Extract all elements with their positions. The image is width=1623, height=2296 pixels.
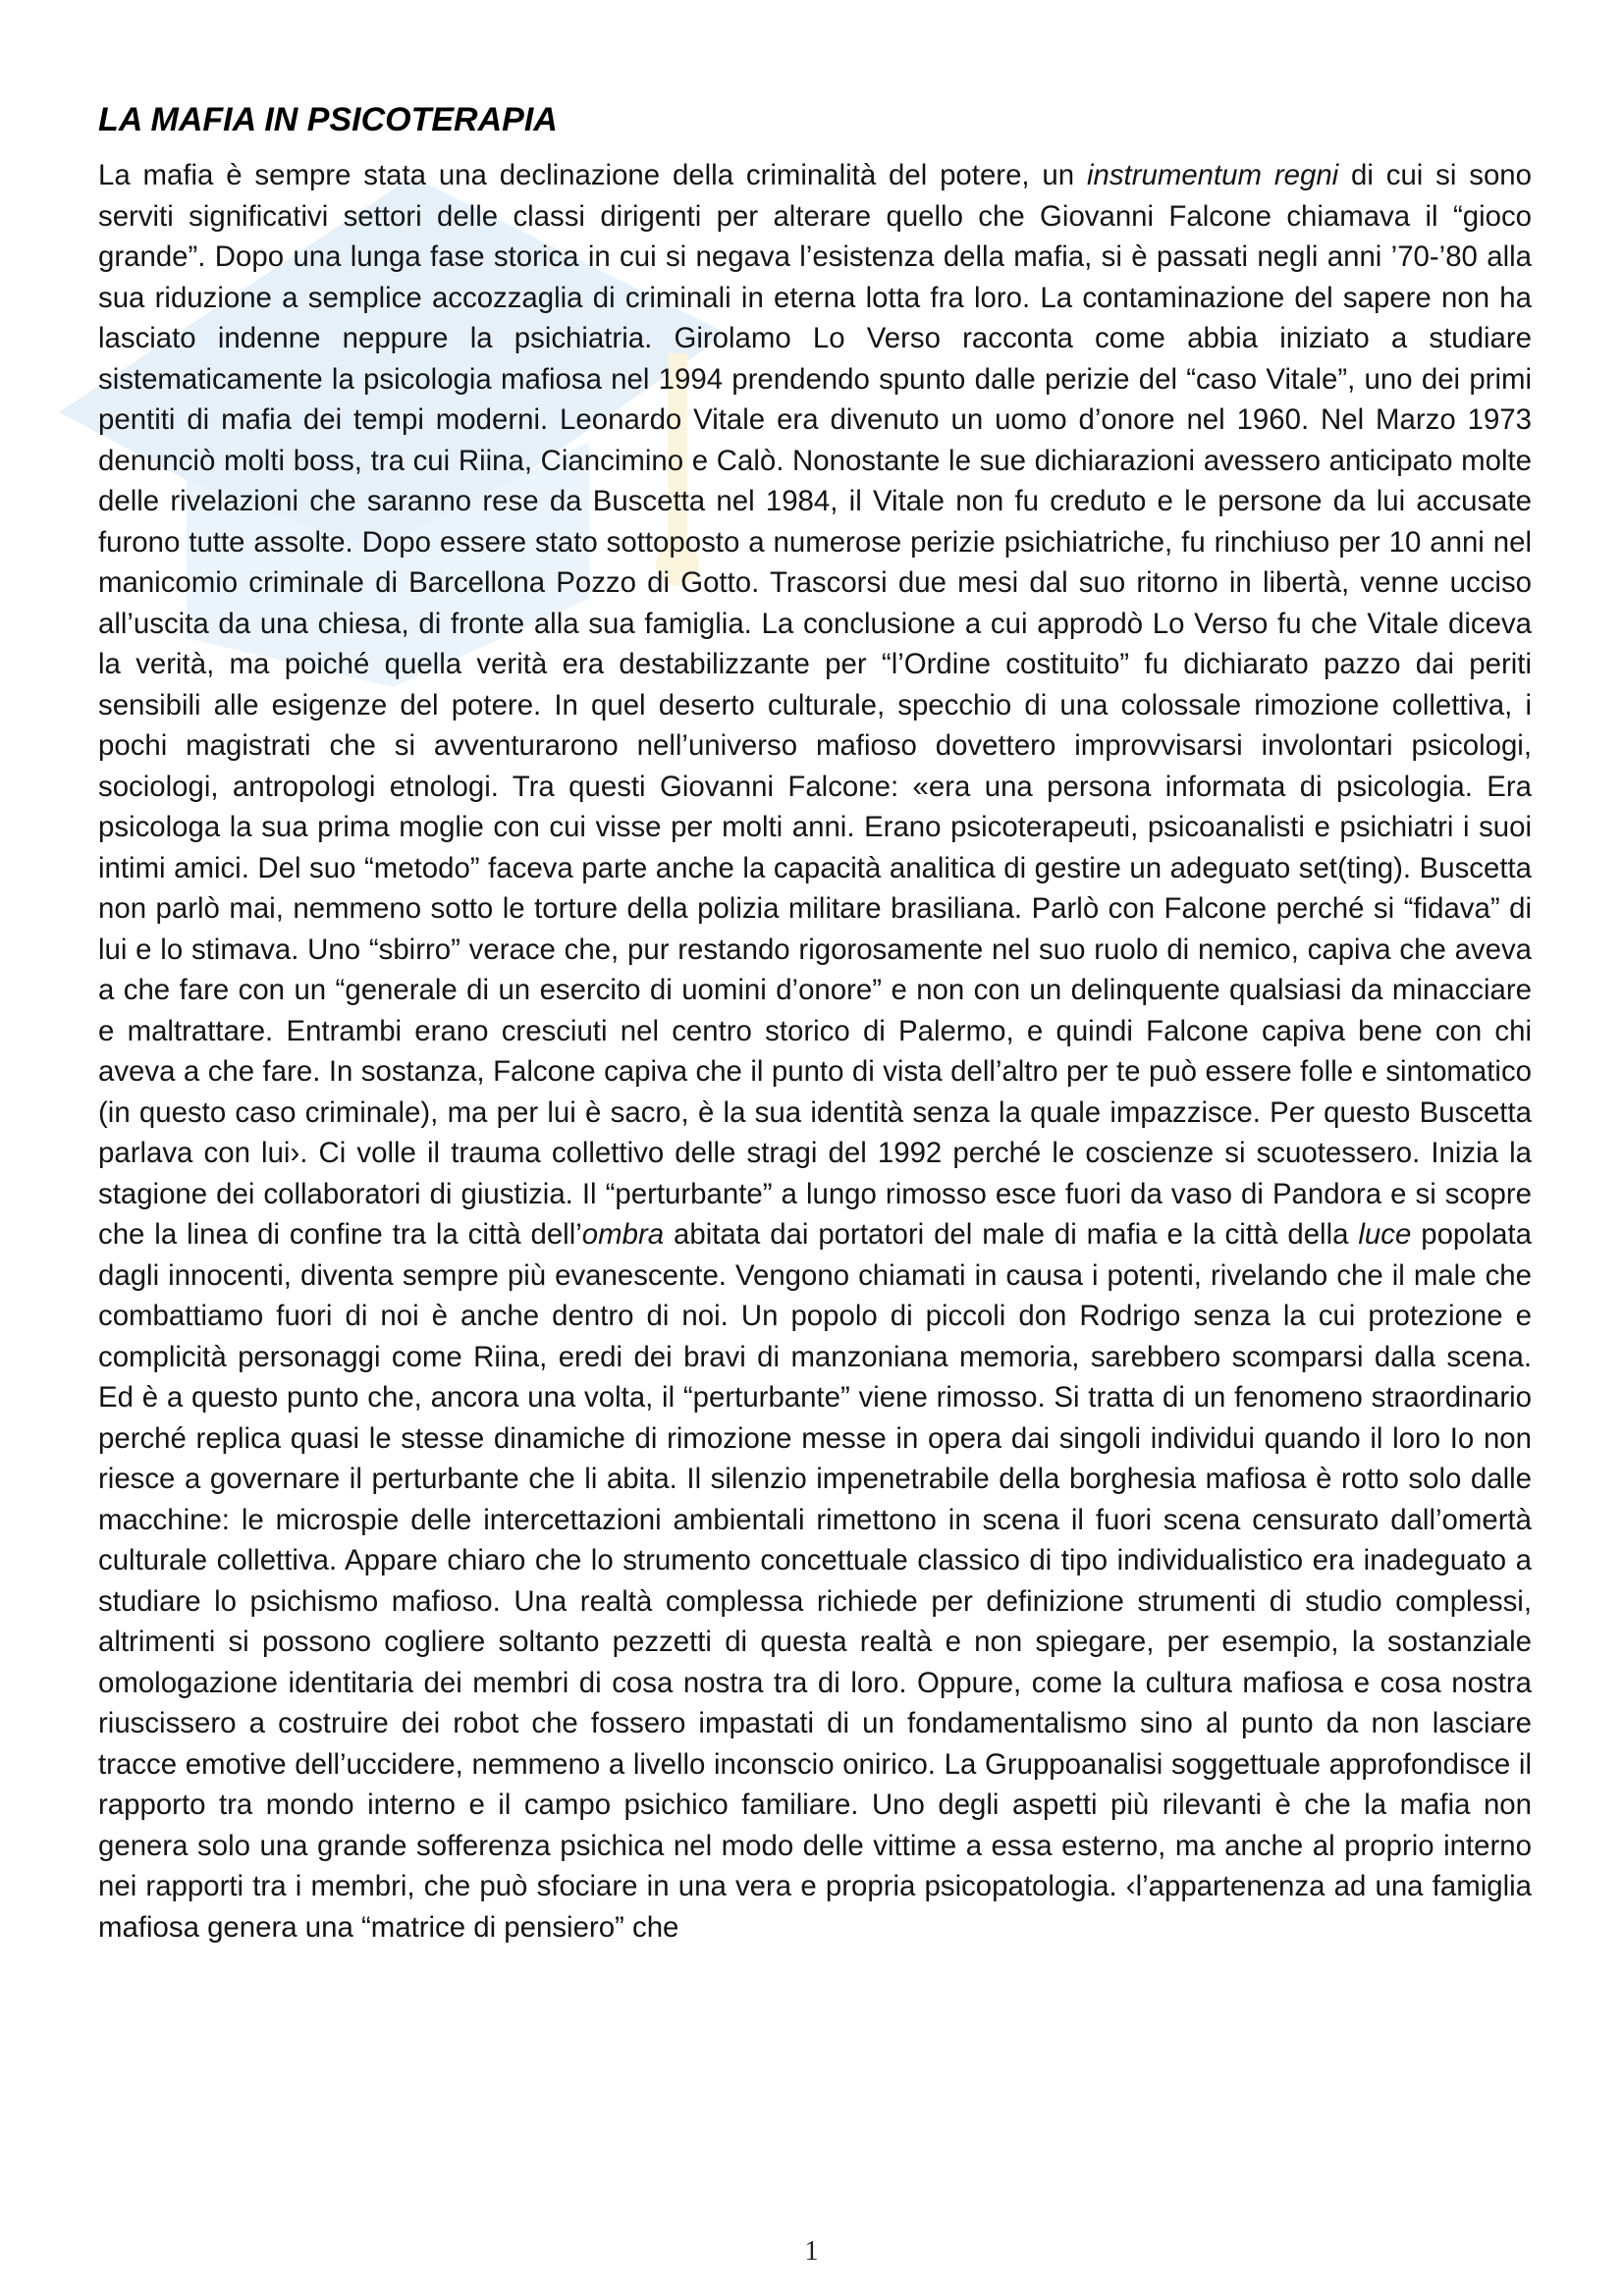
page-number: 1 bbox=[804, 2236, 819, 2267]
text-run: La mafia è sempre stata una declinazione della criminalità del potere, un bbox=[98, 159, 1087, 191]
italic-term-instrumentum-regni: instrumentum regni bbox=[1086, 159, 1339, 191]
page-title: LA MAFIA IN PSICOTERAPIA bbox=[98, 101, 558, 138]
body-paragraph bbox=[98, 155, 1532, 1948]
document-page bbox=[98, 98, 1532, 1948]
text-run: di cui si sono serviti significativi settori delle classi dirigenti per alterare quello che Giovanni Falcone chiamava il “gioco grande”. Dopo una lunga fase storica in cui si negava l’esistenza della mafia, si è passati negli anni ’70-’80 alla sua riduzione a semplice accozzaglia di criminali in eterna lotta fra loro. La contaminazione del sapere non ha lasciato indenne neppure la psichiatria. Girolamo Lo Verso racconta come abbia iniziato a studiare sistematicamente la psicologia mafiosa nel 1994 prendendo spunto dalle perizie del “caso Vitale”, uno dei primi pentiti di mafia dei tempi moderni. Leonardo Vitale era divenuto un uomo d’onore nel 1960. Nel Marzo 1973 denunciò molti boss, tra cui Riina, Ciancimino e Calò. Nonostante le sue dichiarazioni avessero anticipato molte delle rivelazioni che saranno rese da Buscetta nel 1984, il Vitale non fu creduto e le persone da lui accusate furono tutte assolte. Dopo essere stato sottoposto a numerose perizie psichiatriche, fu rinchiuso per 10 anni nel manicomio criminale di Barcellona Pozzo di Gotto. Trascorsi due mesi dal suo ritorno in libertà, venne ucciso all’uscita da una chiesa, di fronte alla sua famiglia. La conclusione a cui approdò Lo Verso fu che Vitale diceva la verità, ma poiché quella verità era destabilizzante per “l’Ordine costituito” fu dichiarato pazzo dai periti sensibili alle esigenze del potere. In quel deserto culturale, specchio di una colossale rimozione collettiva, i pochi magistrati che si avventurarono nell’universo mafioso dovettero improvvisarsi involontari psicologi, sociologi, antropologi etnologi. Tra questi Giovanni Falcone: «era una persona informata di psicologia. Era psicologa la sua prima moglie con cui visse per molti anni. Erano psicoterapeuti, psicoanalisti e psichiatri i suoi intimi amici. Del suo “metodo” faceva parte anche la capacità analitica di gestire un adeguato set(ting). Buscetta non parlò mai, nemmeno sotto le torture della polizia militare brasiliana. Parlò con Falcone perché si “fidava” di lui e lo stimava. Uno “sbirro” verace che, pur restando rigorosamente nel suo ruolo di nemico, capiva che aveva a che fare con un “generale di un esercito di uomini d’onore” e non con un delinquente qualsiasi da minacciare e maltrattare. Entrambi erano cresciuti nel centro storico di Palermo, e quindi Falcone capiva bene con chi aveva a che fare. In sostanza, Falcone capiva che il punto di vista dell’altro per te può essere folle e sintomatico (in questo caso criminale), ma per lui è sacro, è la sua identità senza la quale impazzisce. Per questo Buscetta parlava con lui›. Ci volle il trauma collettivo delle stragi del 1992 perché le coscienze si scuotessero. Inizia la stagione dei collaboratori di giustizia. Il “perturbante” a lungo rimosso esce fuori da vaso di Pandora e si scopre che la linea di confine tra la città dell’ bbox=[98, 159, 1532, 1251]
italic-term-luce: luce bbox=[1358, 1218, 1412, 1251]
italic-term-ombra: ombra bbox=[581, 1218, 665, 1251]
text-run: popolata dagli innocenti, diventa sempre più evanescente. Vengono chiamati in causa i potenti, rivelando che il male che combattiamo fuori di noi è anche dentro di noi. Un popolo di piccoli don Rodrigo senza la cui protezione e complicità personaggi come Riina, eredi dei bravi di manzoniana memoria, sarebbero scomparsi dalla scena. Ed è a questo punto che, ancora una volta, il “perturbante” viene rimosso. Si tratta di un fenomeno straordinario perché replica quasi le stesse dinamiche di rimozione messe in opera dai singoli individui quando il loro Io non riesce a governare il perturbante che li abita. Il silenzio impenetrabile della borghesia mafiosa è rotto solo dalle macchine: le microspie delle intercettazioni ambientali rimettono in scena il fuori scena censurato dall’omertà culturale collettiva. Appare chiaro che lo strumento concettuale classico di tipo individualistico era inadeguato a studiare lo psichismo mafioso. Una realtà complessa richiede per definizione strumenti di studio complessi, altrimenti si possono cogliere soltanto pezzetti di questa realtà e non spiegare, per esempio, la sostanziale omologazione identitaria dei membri di cosa nostra tra di loro. Oppure, come la cultura mafiosa e cosa nostra riuscissero a costruire dei robot che fossero impastati di un fondamentalismo sino al punto da non lasciare tracce emotive dell’uccidere, nemmeno a livello inconscio onirico. La Gruppoanalisi soggettuale approfondisce il rapporto tra mondo interno e il campo psichico familiare. Uno degli aspetti più rilevanti è che la mafia non genera solo una grande sofferenza psichica nel modo delle vittime a essa esterno, ma anche al proprio interno nei rapporti tra i membri, che può sfociare in una vera e propria psicopatologia. ‹l’appartenenza ad una famiglia mafiosa genera una “matrice di pensiero” che bbox=[98, 1218, 1532, 1944]
text-run: abitata dai portatori del male di mafia e la città della bbox=[664, 1218, 1359, 1251]
